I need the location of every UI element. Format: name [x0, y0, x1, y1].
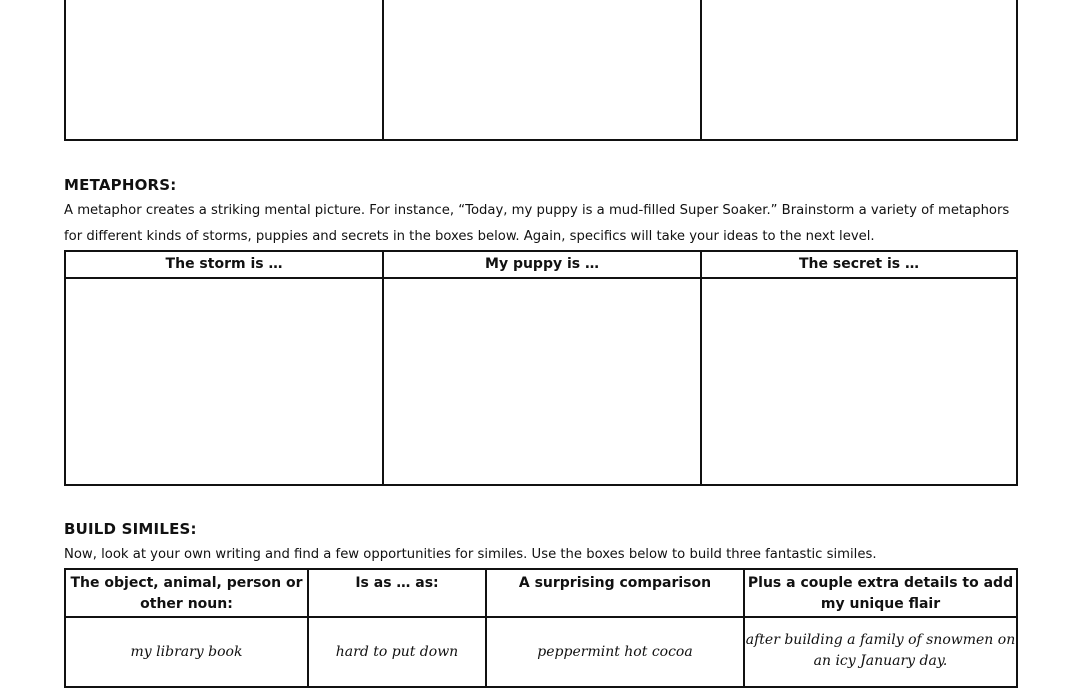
example-details-cell[interactable]: after building a family of snowmen on an icy January day. [745, 632, 1016, 669]
example-comparison-cell[interactable]: peppermint hot cocoa [487, 618, 745, 686]
similes-heading: BUILD SIMILES: [64, 520, 197, 538]
column-header-details: Plus a couple extra details to add my unique flair [745, 570, 1016, 618]
top-table-cell[interactable] [384, 0, 702, 139]
similes-table [64, 568, 1018, 688]
metaphors-description-line-2: for different kinds of storms, puppies and secrets in the boxes below. Again, specifics will take your ideas to the next level. [64, 229, 875, 244]
column-header-comparison: A surprising comparison [487, 570, 745, 618]
metaphors-table [64, 250, 1018, 486]
metaphors-description-line-1: A metaphor creates a striking mental picture. For instance, “Today, my puppy is a mud-filled Super Soaker.” Brainstorm a variety of metaphors [64, 203, 1010, 218]
metaphors-heading: METAPHORS: [64, 176, 177, 194]
column-header-storm: The storm is … [66, 252, 384, 279]
column-header-is-as: Is as … as: [309, 570, 487, 618]
top-table-cell[interactable] [66, 0, 384, 139]
top-table [64, 0, 1018, 141]
example-noun-cell[interactable]: my library book [66, 618, 309, 686]
secret-answer-box[interactable] [702, 279, 1016, 484]
metaphors-description [64, 198, 1024, 250]
storm-answer-box[interactable] [66, 279, 384, 484]
similes-instructions: Now, look at your own writing and find a few opportunities for similes. Use the boxes below to build three fantastic similes. [64, 547, 877, 562]
column-header-secret: The secret is … [702, 252, 1016, 279]
column-header-noun: The object, animal, person or other noun: [66, 570, 309, 618]
example-is-as-cell[interactable]: hard to put down [309, 618, 487, 686]
column-header-puppy: My puppy is … [384, 252, 702, 279]
puppy-answer-box[interactable] [384, 279, 702, 484]
top-table-cell[interactable] [702, 0, 1016, 139]
